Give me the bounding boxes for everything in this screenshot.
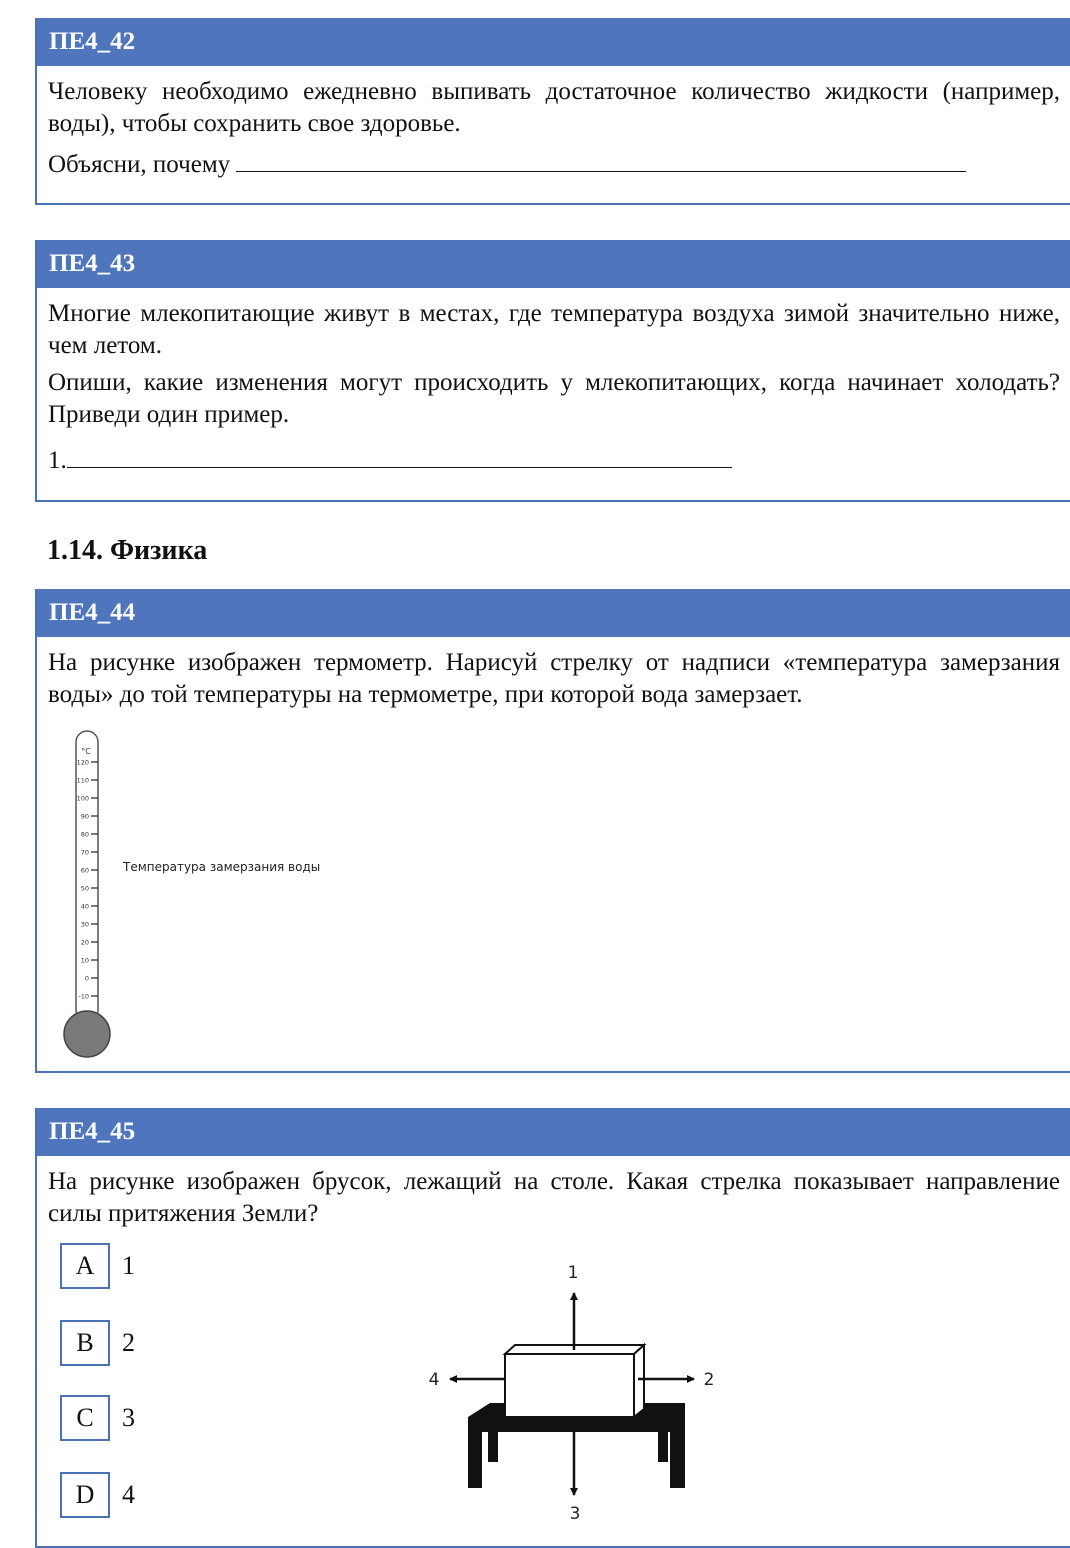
option-d-value: 4 (122, 1480, 135, 1509)
scale-tick-label: 0 (84, 974, 89, 983)
scale-tick-label: 90 (80, 812, 89, 821)
answer-line[interactable] (236, 145, 966, 172)
scale-tick-label: -10 (78, 992, 89, 1001)
task-text: На рисунке изображен термометр. Нарисуй стрелку от надписи «температура замерзания воды» до той температуры на термометре, при которой вода замерзает. (48, 649, 1060, 708)
table-leg-front-left (468, 1432, 482, 1488)
task-card-pe4-43 (35, 240, 1070, 502)
task-card-pe4-42 (35, 18, 1070, 205)
task-body (37, 288, 1070, 477)
answer-line[interactable] (67, 441, 732, 468)
thermometer-bulb (64, 1011, 110, 1057)
scale-tick-label: 60 (80, 866, 89, 875)
task-code: ПЕ4_42 (37, 18, 1070, 66)
block-side (634, 1345, 644, 1417)
option-d-box[interactable]: D (60, 1472, 110, 1518)
task-body (37, 637, 1070, 711)
task-body (37, 1156, 1070, 1230)
task-body (37, 66, 1070, 181)
prompt-text: Объясни, почему (48, 151, 231, 178)
option-b-value: 2 (122, 1328, 135, 1357)
scale-tick-label: 40 (80, 902, 89, 911)
task-text: Человеку необходимо ежедневно выпивать достаточное количество жидкости (например, воды), чтобы сохранить свое здоровье. (48, 78, 1060, 137)
thermometer-figure (55, 725, 355, 1065)
task-question: Опиши, какие изменения могут происходить у млекопитающих, когда начинает холодать? Приведи один пример. (48, 369, 1060, 428)
task-prompt (48, 145, 1060, 181)
task-code: ПЕ4_44 (37, 589, 1070, 637)
arrow-label-2: 2 (703, 1370, 715, 1390)
table-leg-front-right (670, 1432, 685, 1488)
section-title: 1.14. Физика (47, 535, 208, 566)
block-on-table-figure (420, 1255, 730, 1520)
scale-tick-label: 120 (76, 758, 89, 767)
freezing-label: Температура замерзания воды (123, 860, 321, 874)
scale-tick-label: 10 (80, 956, 89, 965)
scale-tick-label: 70 (80, 848, 89, 857)
unit-label: °C (81, 747, 91, 756)
table-top (468, 1417, 685, 1432)
table-leg-back-right (658, 1432, 668, 1462)
scale-tick-label: 50 (80, 884, 89, 893)
option-c-box[interactable]: C (60, 1395, 110, 1441)
option-b-box[interactable]: B (60, 1320, 110, 1366)
table-leg-back-left (488, 1432, 498, 1462)
scale-tick-label: 110 (76, 776, 89, 785)
scale-tick-label: 100 (76, 794, 89, 803)
arrow-label-3: 3 (569, 1504, 581, 1520)
answer-number: 1. (48, 447, 67, 474)
option-a-value: 1 (122, 1251, 135, 1280)
arrow-label-4: 4 (428, 1370, 440, 1390)
task-text: На рисунке изображен брусок, лежащий на столе. Какая стрелка показывает направление силы притяжения Земли? (48, 1168, 1060, 1227)
scale-tick-label: 20 (80, 938, 89, 947)
block-front (505, 1354, 634, 1417)
option-c-value: 3 (122, 1403, 135, 1432)
scale-tick-label: 30 (80, 920, 89, 929)
task-code: ПЕ4_43 (37, 240, 1070, 288)
answer-row (48, 441, 1060, 477)
arrow-label-1: 1 (567, 1263, 579, 1283)
task-text: Многие млекопитающие живут в местах, где температура воздуха зимой значительно ниже, чем летом. (48, 300, 1060, 359)
scale-tick-label: 80 (80, 830, 89, 839)
option-a-box[interactable]: A (60, 1243, 110, 1289)
task-code: ПЕ4_45 (37, 1108, 1070, 1156)
